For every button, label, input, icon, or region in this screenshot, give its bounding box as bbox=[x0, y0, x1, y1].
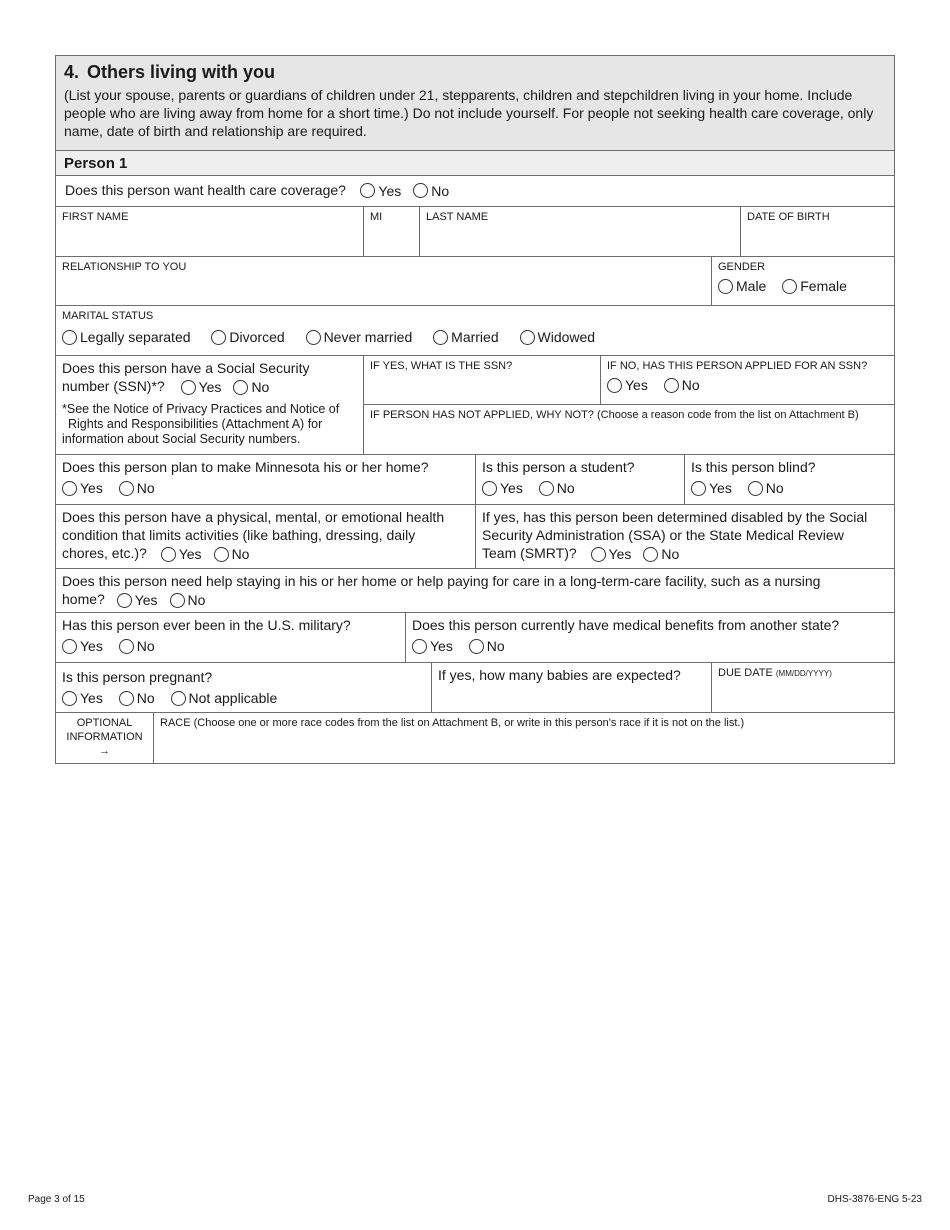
optional-row bbox=[56, 713, 894, 763]
gender-male-radio[interactable] bbox=[718, 279, 733, 294]
ssn-yes-label: Yes bbox=[198, 379, 222, 396]
minnesota-no-radio[interactable] bbox=[119, 481, 134, 496]
name-row bbox=[56, 207, 894, 257]
condition-no-radio[interactable] bbox=[214, 547, 229, 562]
disabled-question-line3-wrap bbox=[482, 544, 888, 563]
optional-arrow-icon: → bbox=[99, 745, 110, 757]
other-state-cell bbox=[406, 613, 894, 662]
coverage-row bbox=[56, 176, 894, 207]
ssn-yes-option[interactable] bbox=[181, 378, 222, 396]
minnesota-yes-option[interactable] bbox=[62, 479, 103, 497]
section-header bbox=[56, 56, 894, 151]
ltc-cell bbox=[56, 569, 894, 612]
blind-question: Is this person blind? bbox=[691, 459, 816, 475]
marital-option-never-married[interactable] bbox=[306, 328, 413, 346]
person-label: Person 1 bbox=[56, 151, 894, 176]
disabled-no-radio[interactable] bbox=[643, 547, 658, 562]
ssn-row bbox=[56, 356, 894, 455]
due-date-field[interactable] bbox=[712, 663, 894, 712]
ssn-no-label: No bbox=[251, 379, 270, 396]
ssn-note bbox=[62, 402, 357, 447]
student-yes-option[interactable] bbox=[482, 479, 523, 497]
blind-yes-label: Yes bbox=[709, 480, 732, 496]
minnesota-options bbox=[62, 479, 469, 500]
minnesota-no-option[interactable] bbox=[119, 479, 155, 497]
minnesota-no-label: No bbox=[136, 480, 155, 496]
marital-option-divorced[interactable] bbox=[211, 328, 284, 346]
pregnant-na-label: Not applicable bbox=[188, 690, 278, 706]
marital-label-never-married: Never married bbox=[323, 329, 413, 345]
marital-cell bbox=[56, 306, 894, 355]
disabled-question-line3: Team (SMRT)? bbox=[482, 545, 577, 561]
military-yes-option[interactable] bbox=[62, 637, 103, 655]
mi-label: MI bbox=[370, 211, 383, 223]
marital-radio-divorced[interactable] bbox=[211, 330, 226, 345]
ssn-applied-cell bbox=[601, 356, 894, 404]
condition-question-line1: Does this person have a physical, mental, or emotional health bbox=[62, 509, 445, 525]
military-yes-label: Yes bbox=[80, 638, 103, 654]
pregnant-no-option[interactable] bbox=[119, 689, 155, 707]
military-row bbox=[56, 613, 894, 663]
optional-info-cell bbox=[56, 713, 154, 763]
coverage-yes-option[interactable] bbox=[360, 182, 401, 200]
marital-option-legally-separated[interactable] bbox=[62, 328, 191, 346]
section-number: 4. bbox=[64, 62, 80, 82]
marital-row bbox=[56, 306, 894, 356]
ssn-options bbox=[181, 378, 270, 396]
marital-option-married[interactable] bbox=[433, 328, 498, 346]
coverage-cell bbox=[56, 176, 894, 206]
due-date-format: (MM/DD/YYYY) bbox=[775, 669, 832, 678]
ssn-yes-radio[interactable] bbox=[181, 380, 196, 395]
blind-no-radio[interactable] bbox=[748, 481, 763, 496]
other-state-no-option[interactable] bbox=[469, 637, 505, 655]
coverage-no-label: No bbox=[431, 182, 450, 199]
marital-option-widowed[interactable] bbox=[520, 328, 596, 346]
pregnant-no-radio[interactable] bbox=[119, 691, 134, 706]
babies-question: If yes, how many babies are expected? bbox=[438, 667, 681, 683]
student-options bbox=[482, 479, 678, 500]
ltc-yes-option[interactable] bbox=[117, 591, 158, 609]
gender-female-radio[interactable] bbox=[782, 279, 797, 294]
condition-question-line3: chores, etc.)? bbox=[62, 545, 147, 561]
other-state-options bbox=[412, 637, 888, 658]
disabled-yes-label: Yes bbox=[608, 546, 632, 563]
military-no-radio[interactable] bbox=[119, 639, 134, 654]
pregnant-yes-option[interactable] bbox=[62, 689, 103, 707]
ssn-note-line1: *See the Notice of Privacy Practices and Notice of bbox=[62, 402, 340, 417]
ssn-top-right bbox=[364, 356, 894, 405]
section-intro: (List your spouse, parents or guardians of children under 21, stepparents, children and stepchildren living in your home. Include people who are living away from home for a short time.) Do not include yourself. For people not seeking health care coverage, only name, date of birth and relationship are required. bbox=[64, 87, 874, 139]
ssn-applied-no-option[interactable] bbox=[664, 376, 700, 394]
pregnant-na-option[interactable] bbox=[171, 689, 278, 707]
ltc-options bbox=[117, 591, 206, 609]
relationship-field[interactable] bbox=[56, 257, 712, 305]
student-yes-label: Yes bbox=[500, 480, 523, 496]
ssn-question-line2: number (SSN)*? bbox=[62, 378, 165, 394]
pregnancy-row bbox=[56, 663, 894, 713]
military-question: Has this person ever been in the U.S. military? bbox=[62, 617, 351, 633]
relationship-row bbox=[56, 257, 894, 306]
disabled-yes-option[interactable] bbox=[591, 545, 632, 563]
gender-cell bbox=[712, 257, 894, 305]
minnesota-question: Does this person plan to make Minnesota his or her home? bbox=[62, 459, 429, 475]
ltc-yes-radio[interactable] bbox=[117, 593, 132, 608]
student-cell bbox=[476, 455, 685, 504]
pregnant-na-radio[interactable] bbox=[171, 691, 186, 706]
condition-no-option[interactable] bbox=[214, 545, 250, 563]
student-yes-radio[interactable] bbox=[482, 481, 497, 496]
blind-yes-radio[interactable] bbox=[691, 481, 706, 496]
disabled-no-option[interactable] bbox=[643, 545, 679, 563]
other-state-no-radio[interactable] bbox=[469, 639, 484, 654]
ssn-why-field[interactable] bbox=[364, 405, 894, 454]
ltc-no-option[interactable] bbox=[170, 591, 206, 609]
ltc-yes-label: Yes bbox=[134, 592, 158, 609]
page-number: Page 3 of 15 bbox=[28, 1194, 85, 1205]
other-state-yes-radio[interactable] bbox=[412, 639, 427, 654]
ltc-question-line2-wrap bbox=[62, 590, 888, 609]
marital-label: MARITAL STATUS bbox=[62, 310, 154, 322]
marital-label-legally-separated: Legally separated bbox=[80, 329, 191, 345]
optional-line1: OPTIONAL bbox=[76, 717, 133, 729]
pregnant-no-label: No bbox=[136, 690, 155, 706]
condition-question-line2: condition that limits activities (like bathing, dressing, daily bbox=[62, 527, 416, 543]
blind-no-label: No bbox=[765, 480, 784, 496]
pregnant-options bbox=[62, 689, 425, 710]
coverage-options bbox=[360, 182, 449, 200]
marital-radio-widowed[interactable] bbox=[520, 330, 535, 345]
health-condition-row bbox=[56, 505, 894, 569]
condition-yes-option[interactable] bbox=[161, 545, 202, 563]
coverage-yes-radio[interactable] bbox=[360, 183, 375, 198]
military-no-option[interactable] bbox=[119, 637, 155, 655]
marital-radio-married[interactable] bbox=[433, 330, 448, 345]
minnesota-yes-label: Yes bbox=[80, 480, 103, 496]
gender-female-option[interactable] bbox=[782, 277, 847, 295]
ssn-note-line3: information about Social Security numbers. bbox=[62, 432, 301, 447]
ssn-note-line2: Rights and Responsibilities (Attachment A) for bbox=[68, 417, 323, 432]
first-name-label: FIRST NAME bbox=[62, 211, 129, 223]
marital-label-widowed: Widowed bbox=[537, 329, 596, 345]
other-state-yes-option[interactable] bbox=[412, 637, 453, 655]
ssn-applied-yes-option[interactable] bbox=[607, 376, 648, 394]
mi-field[interactable] bbox=[364, 207, 420, 256]
last-name-field[interactable] bbox=[420, 207, 741, 256]
marital-label-divorced: Divorced bbox=[229, 329, 285, 345]
disabled-cell bbox=[476, 505, 894, 568]
ssn-no-option[interactable] bbox=[233, 378, 269, 396]
others-living-form bbox=[55, 55, 895, 764]
race-field[interactable] bbox=[154, 713, 894, 763]
dob-field[interactable] bbox=[741, 207, 894, 256]
ssn-no-radio[interactable] bbox=[233, 380, 248, 395]
pregnant-cell bbox=[56, 663, 432, 712]
gender-label: GENDER bbox=[718, 261, 766, 273]
ltc-question-line2: home? bbox=[62, 591, 105, 607]
condition-yes-radio[interactable] bbox=[161, 547, 176, 562]
student-question: Is this person a student? bbox=[482, 459, 635, 475]
marital-label-married: Married bbox=[451, 329, 499, 345]
disabled-no-label: No bbox=[661, 546, 680, 563]
race-label: RACE (Choose one or more race codes from the list on Attachment B, or write in this person's race if it is not on the list.) bbox=[160, 717, 745, 729]
ltc-no-label: No bbox=[187, 592, 206, 609]
gender-male-label: Male bbox=[736, 278, 767, 294]
form-id: DHS-3876-ENG 5-23 bbox=[827, 1194, 922, 1205]
condition-no-label: No bbox=[231, 546, 250, 563]
pregnant-yes-radio[interactable] bbox=[62, 691, 77, 706]
last-name-label: LAST NAME bbox=[426, 211, 489, 223]
ssn-question-cell bbox=[56, 356, 364, 454]
coverage-no-option[interactable] bbox=[413, 182, 449, 200]
ssn-applied-no-radio[interactable] bbox=[664, 378, 679, 393]
dob-label: DATE OF BIRTH bbox=[747, 211, 830, 223]
disabled-question-line1: If yes, has this person been determined disabled by the Social bbox=[482, 509, 868, 525]
military-options bbox=[62, 637, 399, 658]
minnesota-yes-radio[interactable] bbox=[62, 481, 77, 496]
marital-radio-legally-separated[interactable] bbox=[62, 330, 77, 345]
student-no-label: No bbox=[556, 480, 575, 496]
ltc-question-line1: Does this person need help staying in his or her home or help paying for care in a long-term-care facility, such as a nursing bbox=[62, 573, 821, 589]
disabled-question-line2: Security Administration (SSA) or the State Medical Review bbox=[482, 527, 844, 543]
student-no-option[interactable] bbox=[539, 479, 575, 497]
babies-field[interactable] bbox=[432, 663, 712, 712]
ssn-applied-no-label: No bbox=[681, 377, 700, 393]
condition-yes-label: Yes bbox=[178, 546, 202, 563]
due-date-label: DUE DATE bbox=[718, 667, 773, 679]
military-no-label: No bbox=[136, 638, 155, 654]
coverage-question: Does this person want health care coverage? bbox=[65, 182, 346, 198]
marital-options bbox=[62, 328, 888, 349]
coverage-no-radio[interactable] bbox=[413, 183, 428, 198]
section-title-text: Others living with you bbox=[87, 62, 276, 82]
ssn-number-field[interactable] bbox=[364, 356, 601, 404]
blind-options bbox=[691, 479, 888, 500]
condition-question-line3-wrap bbox=[62, 544, 469, 563]
ltc-row bbox=[56, 569, 894, 613]
optional-line2: INFORMATION bbox=[66, 731, 143, 743]
military-yes-radio[interactable] bbox=[62, 639, 77, 654]
other-state-no-label: No bbox=[486, 638, 505, 654]
ssn-applied-yes-label: Yes bbox=[625, 377, 648, 393]
blind-yes-option[interactable] bbox=[691, 479, 732, 497]
gender-male-option[interactable] bbox=[718, 277, 766, 295]
other-state-yes-label: Yes bbox=[430, 638, 453, 654]
condition-options bbox=[161, 545, 250, 563]
condition-cell bbox=[56, 505, 476, 568]
minnesota-cell bbox=[56, 455, 476, 504]
section-title bbox=[64, 62, 886, 83]
ltc-no-radio[interactable] bbox=[170, 593, 185, 608]
blind-cell bbox=[685, 455, 894, 504]
marital-radio-never-married[interactable] bbox=[306, 330, 321, 345]
gender-female-label: Female bbox=[800, 278, 847, 294]
relationship-label: RELATIONSHIP TO YOU bbox=[62, 261, 187, 273]
coverage-yes-label: Yes bbox=[378, 182, 402, 199]
ssn-right-block bbox=[364, 356, 894, 454]
other-state-question: Does this person currently have medical benefits from another state? bbox=[412, 617, 840, 633]
gender-options bbox=[718, 277, 888, 298]
ssn-applied-options bbox=[607, 376, 888, 397]
first-name-field[interactable] bbox=[56, 207, 364, 256]
student-no-radio[interactable] bbox=[539, 481, 554, 496]
ssn-applied-yes-radio[interactable] bbox=[607, 378, 622, 393]
residency-row bbox=[56, 455, 894, 505]
military-cell bbox=[56, 613, 406, 662]
ssn-question-line2-wrap bbox=[62, 377, 357, 396]
ssn-applied-label: IF NO, HAS THIS PERSON APPLIED FOR AN SSN? bbox=[607, 360, 868, 372]
pregnant-question: Is this person pregnant? bbox=[62, 669, 213, 685]
blind-no-option[interactable] bbox=[748, 479, 784, 497]
ssn-what-label: IF YES, WHAT IS THE SSN? bbox=[370, 360, 513, 372]
ssn-why-label: IF PERSON HAS NOT APPLIED, WHY NOT? (Choose a reason code from the list on Attachment B) bbox=[370, 409, 859, 421]
pregnant-yes-label: Yes bbox=[80, 690, 103, 706]
disabled-options bbox=[591, 545, 680, 563]
ssn-question-line1: Does this person have a Social Security bbox=[62, 360, 310, 376]
disabled-yes-radio[interactable] bbox=[591, 547, 606, 562]
